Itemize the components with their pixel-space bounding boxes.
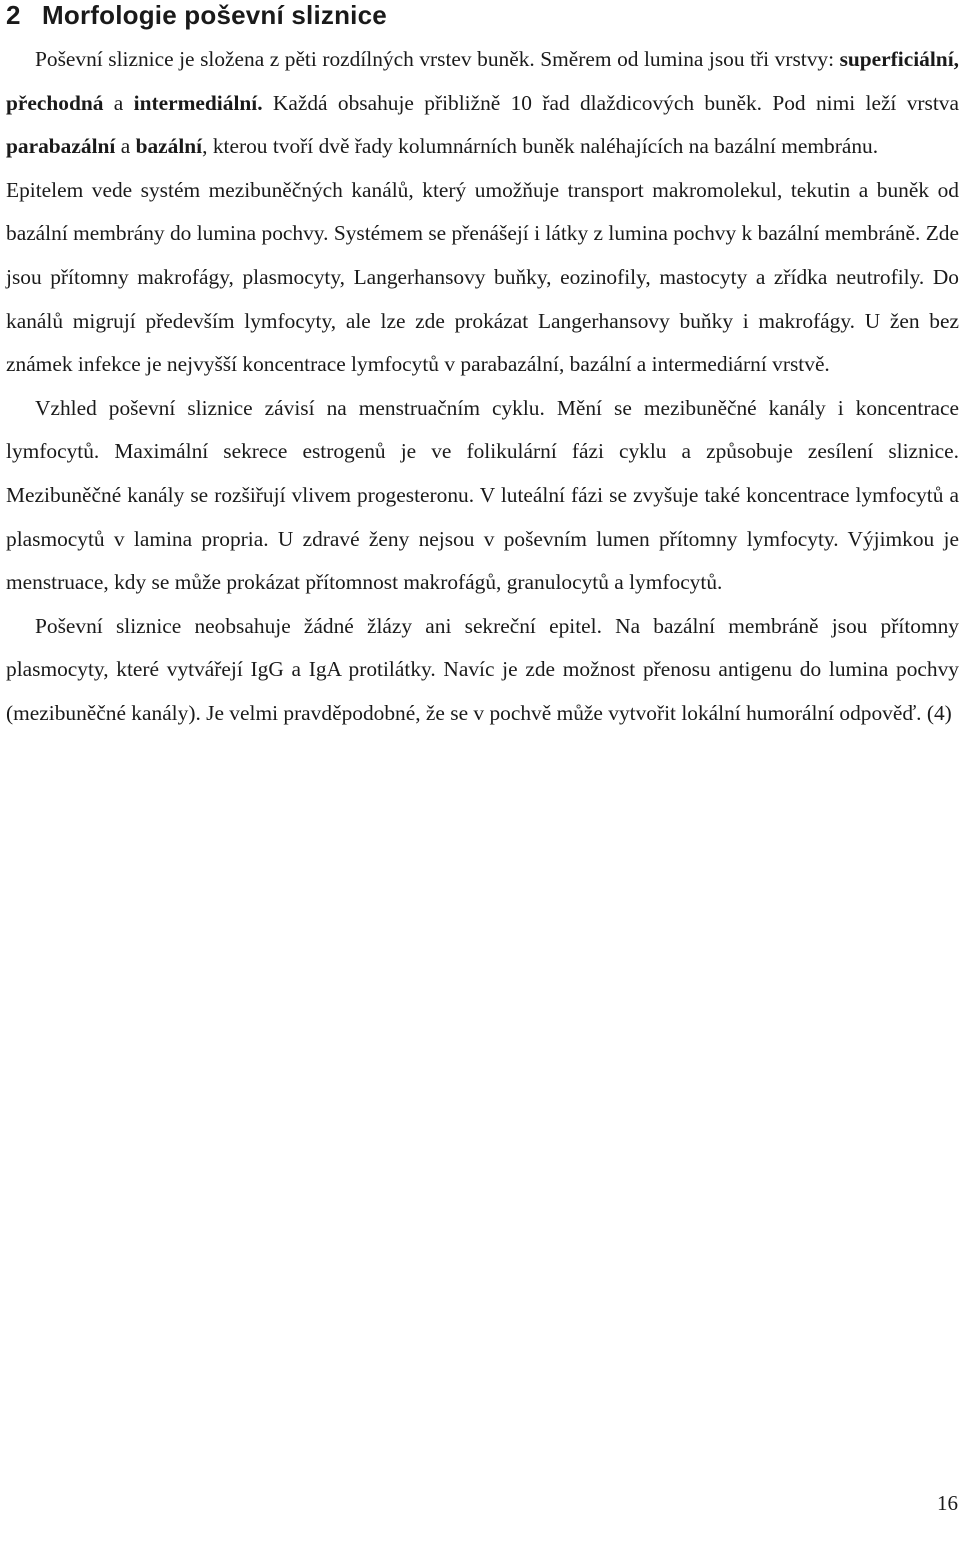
body-text [6,38,959,736]
paragraph-1-run: Každá obsahuje přibližně 10 řad dlaždicových buněk. Pod nimi leží vrstva [262,90,959,115]
section-title: Morfologie poševní sliznice [42,0,387,30]
paragraph-3-run: Vzhled poševní sliznice závisí na menstruačním cyklu. Mění se mezibuněčné kanály i koncentrace lymfocytů. Maximální sekrece estrogenů je ve folikulární fázi cyklu a způsobuje zesílení sliznice. Mezibuněčné kanály se rozšiřují vlivem progesteronu. V luteální fázi se zvyšuje také koncentrace lymfocytů a plasmocytů v lamina propria. U zdravé ženy nejsou v poševním lumen přítomny lymfocyty. Výjimkou je menstruace, kdy se může prokázat přítomnost makrofágů, granulocytů a lymfocytů. [6,395,959,595]
paragraph-1-run: a [115,134,136,159]
paragraph-1-run: , kterou tvoří dvě řady kolumnárních buněk naléhajících na bazální membránu. [202,134,879,159]
paragraph-4-run: Poševní sliznice neobsahuje žádné žlázy ani sekreční epitel. Na bazální membráně jsou přítomny plasmocyty, které vytvářejí IgG a IgA protilátky. Navíc je zde možnost přenosu antigenu do lumina pochvy (mezibuněčné kanály). Je velmi pravděpodobné, že se v pochvě může vytvořit lokální humorální odpověď. (4) [6,613,959,725]
paragraph-2-run: Epitelem vede systém mezibuněčných kanálů, který umožňuje transport makromolekul, tekutin a buněk od bazální membrány do lumina pochvy. Systémem se přenášejí i látky z lumina pochvy k bazální membráně. Zde jsou přítomny makrofágy, plasmocyty, Langerhansovy buňky, eozinofily, mastocyty a zřídka neutrofily. Do kanálů migrují především lymfocyty, ale lze zde prokázat Langerhansovy buňky i makrofágy. U žen bez známek infekce je nejvyšší koncentrace lymfocytů v parabazální, bazální a intermediární vrstvě. [6,177,959,377]
term-parabasal: parabazální [6,134,116,159]
paragraph-1 [6,38,959,169]
term-superficial-transitional: superficiální, přechodná [6,47,959,115]
term-intermediate: intermediální. [133,90,263,115]
section-number: 2 [6,0,21,30]
page-number: 16 [937,1491,958,1515]
section-heading [6,0,387,30]
term-basal: bazální [135,134,203,159]
paragraph-2 [6,169,959,387]
paragraph-1-run: Poševní sliznice je složena z pěti rozdílných vrstev buněk. Směrem od lumina jsou tři vrstvy: [35,47,840,71]
paragraph-3 [6,387,959,605]
paragraph-4 [6,605,959,736]
paragraph-1-run: a [103,90,134,115]
